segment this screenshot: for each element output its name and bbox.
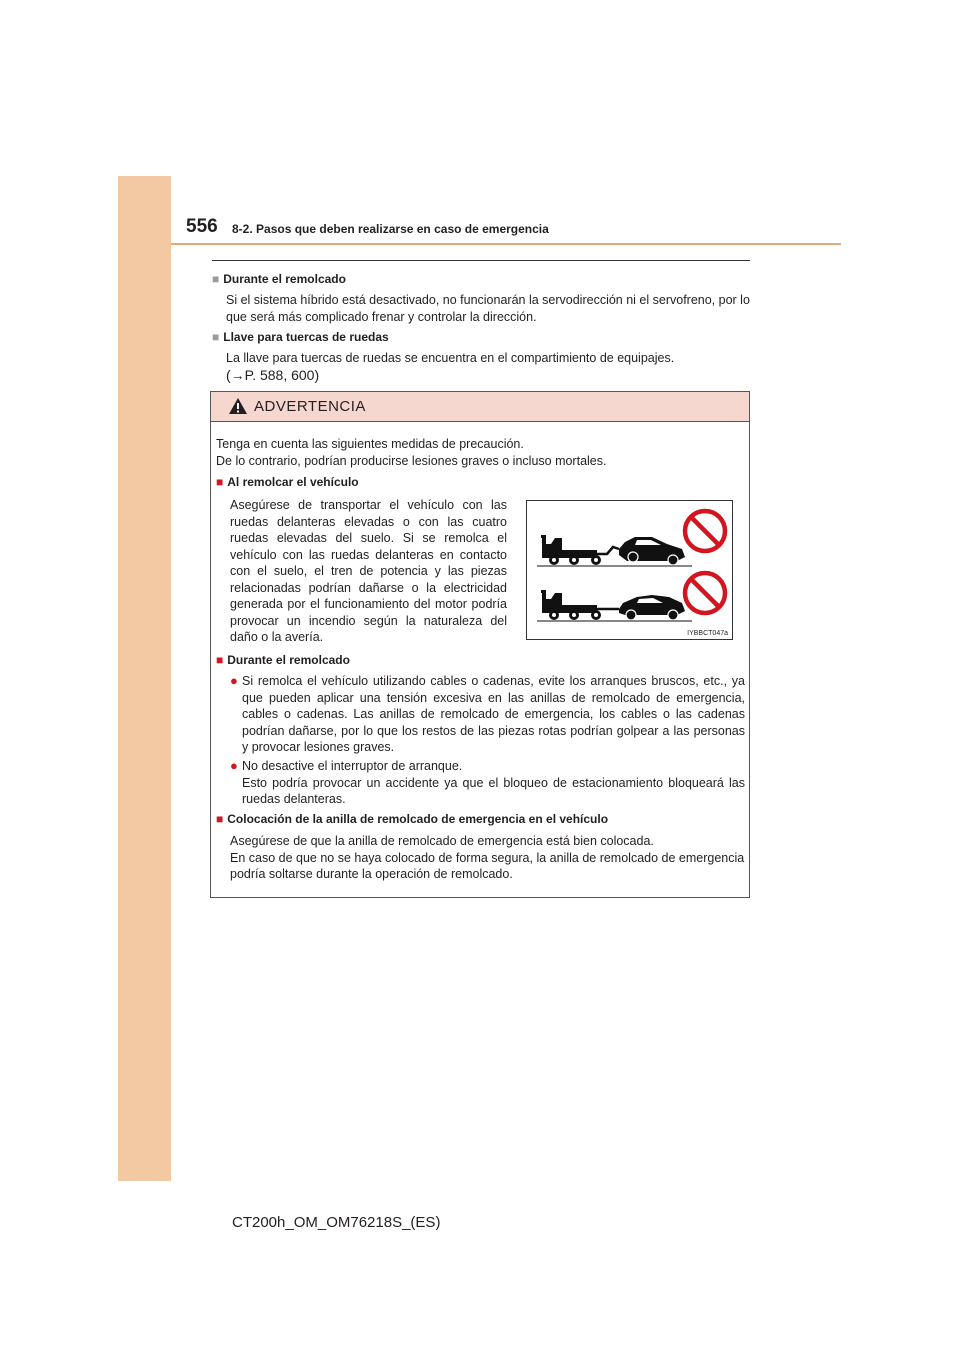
chapter-sidebar: [118, 176, 171, 1181]
towing-prohibited-figure: [527, 501, 732, 639]
content-rule: [212, 260, 750, 261]
warning-subheading: ■ Al remolcar el vehículo: [216, 475, 359, 489]
section-title: 8-2. Pasos que deben realizarse en caso de emergencia: [232, 222, 549, 236]
square-bullet-icon: ■: [216, 475, 224, 489]
header-rule: [171, 243, 841, 245]
figure-id: IYBBCT047a: [687, 630, 728, 637]
warning-text: Asegúrese de que la anilla de remolcado de emergencia está bien colocada. En caso de que no se haya colocado de forma segura, la anilla de remolcado de emergencia podría soltarse durante la operación de remolcado.: [230, 834, 745, 881]
warning-subheading: ■ Durante el remolcado: [216, 653, 350, 667]
prohibited-icon: [685, 573, 725, 613]
document-id: CT200h_OM_OM76218S_(ES): [232, 1214, 441, 1231]
warning-subheading: ■ Colocación de la anilla de remolcado de emergencia en el vehículo: [216, 812, 609, 826]
section-llave-tuercas: [212, 329, 752, 384]
warning-bullet: ● No desactive el interruptor de arranque. Esto podría provocar un accidente ya que el bloqueo de estacionamiento bloqueará las ruedas delanteras.: [230, 758, 745, 806]
square-bullet-icon: ■: [212, 330, 220, 344]
warning-bullet: ● Si remolca el vehículo utilizando cables o cadenas, evite los arranques bruscos, etc., ya que pueden aplicar una tensión excesiva en las anillas de remolcado de emergencia, cables o cadenas. Las anillas de remolcado de emergencia, los cables o las cadenas podrían dañarse, por lo que los restos de las piezas rotas podrían golpear a las personas y provocar lesiones graves.: [230, 673, 745, 754]
warning-header: [211, 392, 749, 422]
square-bullet-icon: ■: [216, 812, 224, 826]
car-icon: [619, 595, 685, 620]
square-bullet-icon: ■: [212, 272, 220, 286]
prohibited-icon: [685, 511, 725, 551]
page-reference-link[interactable]: (→P. 588, 600): [226, 366, 320, 383]
round-bullet-icon: ●: [230, 673, 238, 688]
tow-truck-icon: [541, 535, 619, 565]
section-durante-remolcado: [212, 271, 752, 325]
square-bullet-icon: ■: [216, 653, 224, 667]
warning-text: Asegúrese de transportar el vehículo con las ruedas delanteras elevadas o con las cuatro ruedas elevadas del suelo. Si se remolca el vehículo con las ruedas delanteras en contacto con el suelo, el tren de potencia y las piezas relacionadas podrían dañarse o la electricidad generada por el funcionamiento del motor podría provocar un incendio según la naturaleza del daño o la avería.: [230, 498, 507, 644]
warning-box: [210, 391, 750, 898]
towing-illustration: [526, 500, 733, 640]
section-heading: ■ Durante el remolcado: [212, 272, 346, 286]
page-number: 556: [186, 216, 218, 237]
warning-intro: Tenga en cuenta las siguientes medidas de precaución. De lo contrario, podrían producirse lesiones graves o incluso mortales.: [216, 437, 607, 468]
warning-title: ADVERTENCIA: [254, 398, 366, 415]
section-heading: ■ Llave para tuercas de ruedas: [212, 330, 389, 344]
round-bullet-icon: ●: [230, 758, 238, 773]
warning-triangle-icon: [228, 397, 248, 415]
section-text: La llave para tuercas de ruedas se encuentra en el compartimiento de equipajes. (→P. 588, 600): [226, 351, 675, 383]
tow-truck-icon: [541, 590, 619, 620]
car-icon: [619, 537, 685, 565]
section-text: Si el sistema híbrido está desactivado, no funcionarán la servodirección ni el servofreno, por lo que será más complicado frenar y controlar la dirección.: [226, 293, 750, 324]
